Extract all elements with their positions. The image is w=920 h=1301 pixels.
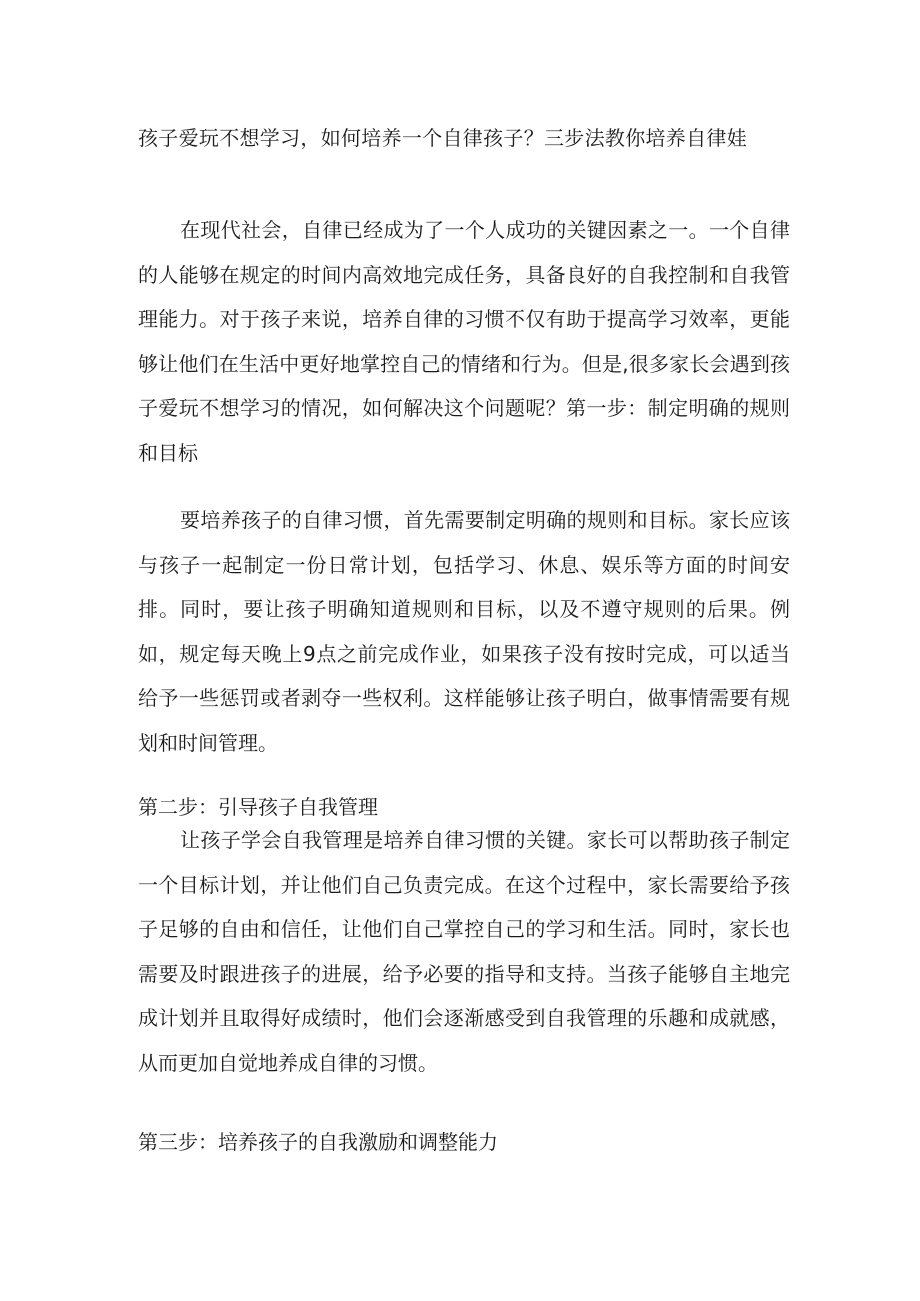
- paragraph-step-2: 让孩子学会自我管理是培养自律习惯的关键。家长可以帮助孩子制定一个目标计划，并让他们自己负责完成。在这个过程中，家长需要给予孩子足够的自由和信任，让他们自己掌控自己的学习和生活。同时，家长也需要及时跟进孩子的进展，给予必要的指导和支持。当孩子能够自主地完成计划并且取得好成绩时，他们会逐渐感受到自我管理的乐趣和成就感，从而更加自觉地养成自律的习惯。: [138, 828, 790, 1075]
- heading-step-2: 第二步：引导孩子自我管理: [138, 795, 378, 819]
- document-title: 孩子爱玩不想学习，如何培养一个自律孩子？三步法教你培养自律娃: [138, 126, 747, 150]
- heading-step-3: 第三步：培养孩子的自我激励和调整能力: [138, 1130, 498, 1154]
- paragraph-step-1: 要培养孩子的自律习惯，首先需要制定明确的规则和目标。家长应该与孩子一起制定一份日常计划，包括学习、休息、娱乐等方面的时间安排。同时，要让孩子明确知道规则和目标，以及不遵守规则的后果。例如，规定每天晚上9点之前完成作业，如果孩子没有按时完成，可以适当给予一些惩罚或者剥夺一些权利。这样能够让孩子明白，做事情需要有规划和时间管理。: [138, 508, 790, 755]
- paragraph-intro: 在现代社会，自律已经成为了一个人成功的关键因素之一。一个自律的人能够在规定的时间内高效地完成任务，具备良好的自我控制和自我管理能力。对于孩子来说，培养自律的习惯不仅有助于提高学习效率，更能够让他们在生活中更好地掌控自己的情绪和行为。但是,很多家长会遇到孩子爱玩不想学习的情况，如何解决这个问题呢？第一步：制定明确的规则和目标: [138, 218, 790, 465]
